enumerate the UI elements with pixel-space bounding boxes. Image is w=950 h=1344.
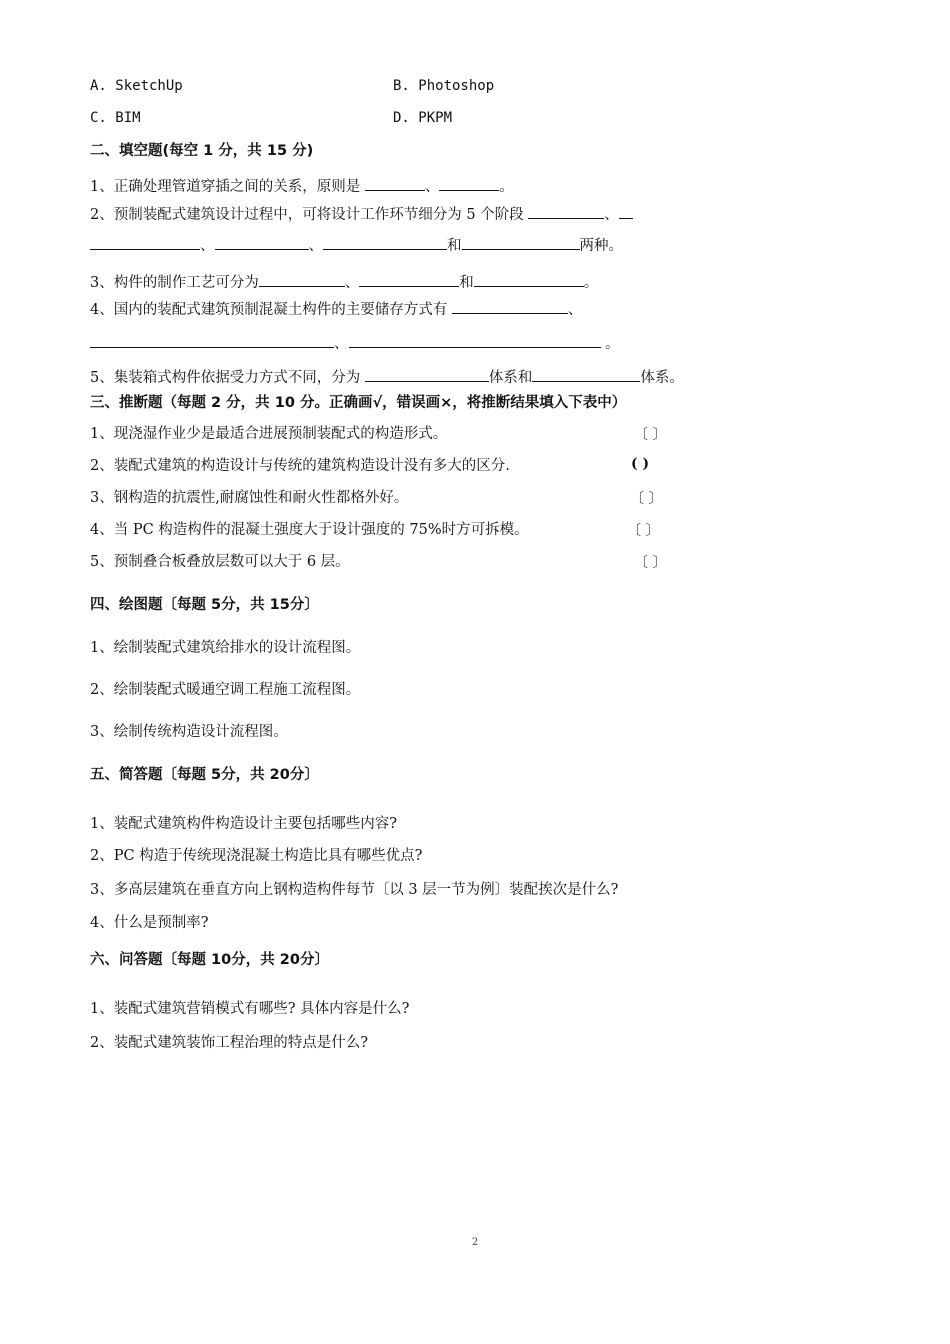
short-answer-item: 3、多高层建筑在垂直方向上钢构造构件每节〔以 3 层一节为例〕装配挨次是什么? <box>90 882 619 898</box>
answer-paren[interactable]: 〔 〕 <box>630 491 663 507</box>
judge-item: 5、预制叠合板叠放层数可以大于 6 层。 <box>90 554 350 570</box>
section6-title: 六、问答题〔每题 10分，共 20分〕 <box>90 952 329 968</box>
short-answer-item: 2、PC 构造于传统现浇混凝土构造比具有哪些优点? <box>90 848 423 864</box>
answer-blank[interactable] <box>528 203 604 219</box>
fill-q1: 1、正确处理管道穿插之间的关系，原则是 、 。 <box>90 175 514 197</box>
fill-q4-line2: 、 。 <box>90 332 620 354</box>
drawing-item: 3、绘制传统构造设计流程图。 <box>90 724 288 740</box>
section4-title: 四、绘图题〔每题 5分，共 15分〕 <box>90 597 319 613</box>
fill-q2-line1: 2、预制装配式建筑设计过程中，可将设计工作环节细分为 5 个阶段 、 <box>90 203 633 225</box>
answer-blank[interactable] <box>323 234 447 250</box>
answer-paren[interactable]: 〔 〕 <box>634 555 667 571</box>
answer-blank[interactable] <box>215 234 309 250</box>
answer-blank[interactable] <box>474 271 584 287</box>
drawing-item: 1、绘制装配式建筑给排水的设计流程图。 <box>90 640 361 656</box>
answer-blank[interactable] <box>439 175 499 191</box>
answer-paren[interactable]: ( ) <box>631 456 650 472</box>
fill-q5: 5、集装箱式构件依据受力方式不同，分为 体系和 体系。 <box>90 366 684 388</box>
answer-blank[interactable] <box>462 234 580 250</box>
judge-item: 2、装配式建筑的构造设计与传统的建筑构造设计没有多大的区分. <box>90 458 510 474</box>
answer-blank[interactable] <box>365 366 489 382</box>
answer-blank[interactable] <box>90 234 200 250</box>
answer-blank[interactable] <box>259 271 345 287</box>
short-answer-item: 4、什么是预制率? <box>90 915 209 931</box>
section5-title: 五、简答题〔每题 5分，共 20分〕 <box>90 767 319 783</box>
fill-q4-line1: 4、国内的装配式建筑预制混凝土构件的主要储存方式有 、 <box>90 298 582 320</box>
fill-q3: 3、构件的制作工艺可分为 、 和 。 <box>90 271 598 293</box>
short-answer-item: 1、装配式建筑构件构造设计主要包括哪些内容? <box>90 816 397 832</box>
option-d: D. PKPM <box>393 110 453 126</box>
option-a: A. SketchUp <box>90 78 183 94</box>
fill-q2-line2: 、 、 和 两种。 <box>90 234 623 256</box>
answer-paren[interactable]: 〔 〕 <box>634 427 667 443</box>
section3-title: 三、推断题（每题 2 分，共 10 分。正确画√，错误画×，将推断结果填入下表中） <box>90 395 627 411</box>
page-number: 2 <box>471 1237 479 1248</box>
judge-item: 4、当 PC 构造构件的混凝土强度大于设计强度的 75%时方可拆模。 <box>90 522 529 538</box>
answer-blank[interactable] <box>452 298 568 314</box>
section2-title: 二、填空题(每空 1 分，共 15 分) <box>90 143 314 159</box>
answer-blank[interactable] <box>365 175 425 191</box>
answer-blank[interactable] <box>619 203 633 219</box>
answer-blank[interactable] <box>532 366 640 382</box>
judge-item: 1、现浇湿作业少是最适合进展预制装配式的构造形式。 <box>90 426 448 442</box>
answer-paren[interactable]: 〔 〕 <box>627 523 660 539</box>
drawing-item: 2、绘制装配式暖通空调工程施工流程图。 <box>90 682 361 698</box>
essay-item: 1、装配式建筑营销模式有哪些? 具体内容是什么? <box>90 1001 410 1017</box>
answer-blank[interactable] <box>359 271 459 287</box>
answer-blank[interactable] <box>90 332 334 348</box>
judge-item: 3、钢构造的抗震性,耐腐蚀性和耐火性都格外好。 <box>90 490 409 506</box>
essay-item: 2、装配式建筑装饰工程治理的特点是什么? <box>90 1035 368 1051</box>
option-b: B. Photoshop <box>393 78 495 94</box>
option-c: C. BIM <box>90 110 141 126</box>
answer-blank[interactable] <box>349 332 601 348</box>
